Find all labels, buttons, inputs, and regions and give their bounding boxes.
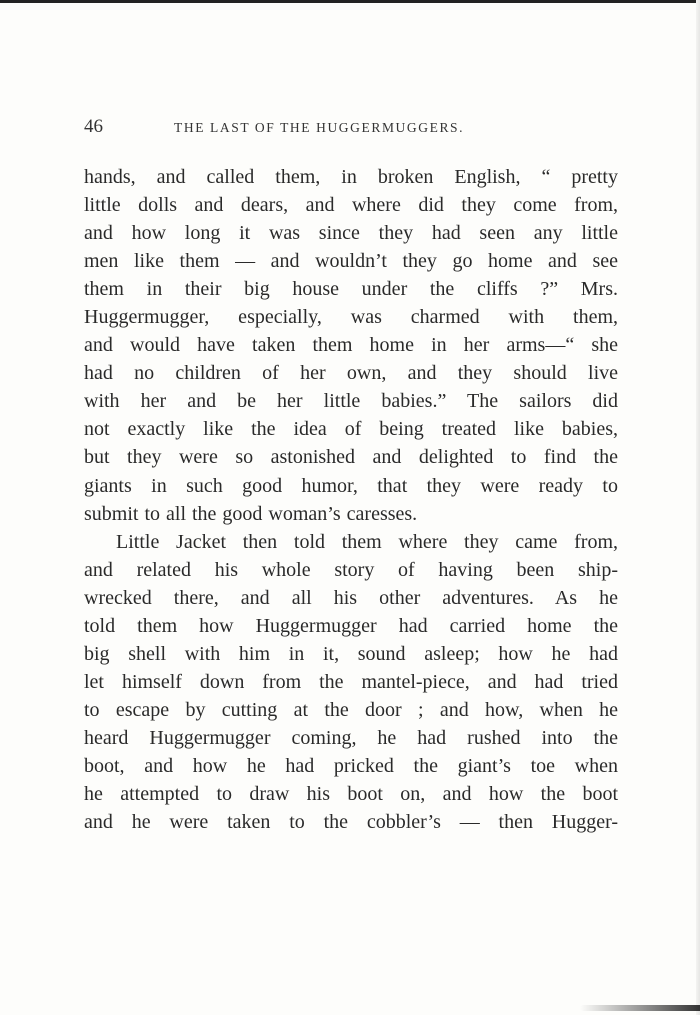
page-number: 46: [84, 116, 103, 137]
page-body: [84, 163, 618, 836]
scan-smudge: [580, 1005, 700, 1011]
text-line: and related his whole story of having been ship-: [84, 558, 618, 581]
running-title: THE LAST OF THE HUGGERMUGGERS.: [174, 120, 465, 135]
text-line: boot, and how he had pricked the giant’s toe when: [84, 754, 618, 777]
text-line: and how long it was since they had seen any little: [84, 222, 618, 245]
text-line: and would have taken them home in her arms—“ she: [84, 334, 618, 357]
text-line: little dolls and dears, and where did they come from,: [84, 194, 618, 217]
text-line: Huggermugger, especially, was charmed with them,: [84, 306, 618, 329]
text-line: men like them — and wouldn’t they go home and see: [84, 250, 618, 273]
text-line: had no children of her own, and they should live: [84, 362, 618, 385]
text-line: to escape by cutting at the door ; and how, when he: [84, 698, 618, 721]
text-line: hands, and called them, in broken English, “ pretty: [84, 166, 618, 188]
paragraph: [84, 528, 618, 837]
text-line: Little Jacket then told them where they came from,: [116, 530, 618, 553]
text-line: and he were taken to the cobbler’s — then Hugger-: [84, 811, 618, 834]
paragraph: [84, 163, 618, 528]
text-line: told them how Huggermugger had carried home the: [84, 614, 618, 637]
text-line: wrecked there, and all his other adventures. As he: [84, 586, 618, 609]
text-line: giants in such good humor, that they were ready to: [84, 474, 618, 497]
text-line: let himself down from the mantel-piece, and had tried: [84, 670, 618, 693]
text-line: with her and be her little babies.” The sailors did: [84, 390, 618, 413]
page-header: [84, 116, 617, 140]
text-line: he attempted to draw his boot on, and how the boot: [84, 783, 618, 806]
text-line: not exactly like the idea of being treated like babies,: [84, 418, 618, 441]
text-line: them in their big house under the cliffs ?” Mrs.: [84, 278, 618, 301]
text-line: submit to all the good woman’s caresses.: [84, 502, 418, 525]
scan-top-edge: [0, 0, 700, 3]
text-line: big shell with him in it, sound asleep; how he had: [84, 642, 618, 665]
scan-right-edge: [696, 0, 700, 1015]
text-line: heard Huggermugger coming, he had rushed into the: [84, 726, 618, 749]
text-line: but they were so astonished and delighted to find the: [84, 446, 618, 469]
